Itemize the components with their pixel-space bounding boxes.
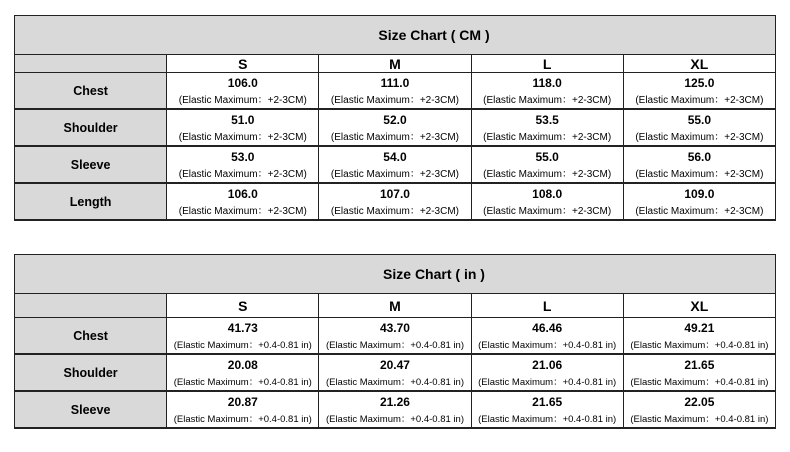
elastic-note: (Elastic Maximum：+2-3CM)	[471, 204, 623, 220]
elastic-note: (Elastic Maximum：+0.4-0.81 in)	[623, 338, 775, 354]
measurement-value: 54.0	[319, 146, 471, 167]
measurement-value: 43.70	[319, 318, 471, 339]
size-header-m: M	[319, 55, 471, 73]
elastic-note: (Elastic Maximum：+0.4-0.81 in)	[319, 412, 471, 428]
elastic-note: (Elastic Maximum：+0.4-0.81 in)	[167, 338, 319, 354]
chart-title	[15, 255, 776, 294]
measurement-value: 21.65	[623, 354, 775, 375]
measurement-value: 125.0	[623, 73, 775, 94]
measurement-value: 41.73	[167, 318, 319, 339]
elastic-note: (Elastic Maximum：+0.4-0.81 in)	[319, 375, 471, 391]
measurement-value: 22.05	[623, 391, 775, 412]
measurement-value: 106.0	[167, 73, 319, 94]
measurement-value: 20.87	[167, 391, 319, 412]
elastic-note: (Elastic Maximum：+0.4-0.81 in)	[167, 412, 319, 428]
measurement-value: 46.46	[471, 318, 623, 339]
row-label-sleeve: Sleeve	[15, 391, 167, 428]
size-header-m: M	[319, 294, 471, 318]
measurement-value: 108.0	[471, 183, 623, 204]
elastic-note: (Elastic Maximum：+2-3CM)	[623, 93, 775, 109]
row-label-chest: Chest	[15, 73, 167, 110]
row-label-length: Length	[15, 183, 167, 220]
header-corner	[15, 55, 167, 73]
elastic-note: (Elastic Maximum：+2-3CM)	[319, 167, 471, 183]
chart-title-text: Size Chart ( CM )	[378, 27, 490, 43]
elastic-note: (Elastic Maximum：+2-3CM)	[167, 204, 319, 220]
row-label-shoulder: Shoulder	[15, 109, 167, 146]
measurement-value: 21.26	[319, 391, 471, 412]
elastic-note: (Elastic Maximum：+2-3CM)	[471, 167, 623, 183]
elastic-note: (Elastic Maximum：+2-3CM)	[167, 167, 319, 183]
size-header-s: S	[167, 55, 319, 73]
size-header-xl: XL	[623, 294, 775, 318]
measurement-value: 49.21	[623, 318, 775, 339]
elastic-note: (Elastic Maximum：+2-3CM)	[167, 93, 319, 109]
measurement-value: 21.65	[471, 391, 623, 412]
size-header-l: L	[471, 55, 623, 73]
measurement-value: 56.0	[623, 146, 775, 167]
measurement-value: 107.0	[319, 183, 471, 204]
elastic-note: (Elastic Maximum：+2-3CM)	[319, 130, 471, 146]
size-chart-in	[14, 254, 776, 429]
elastic-note: (Elastic Maximum：+0.4-0.81 in)	[471, 375, 623, 391]
elastic-note: (Elastic Maximum：+2-3CM)	[623, 204, 775, 220]
size-chart-cm	[14, 15, 776, 221]
row-label-shoulder: Shoulder	[15, 354, 167, 391]
chart-title-text: Size Chart ( in )	[383, 266, 485, 282]
measurement-value: 20.08	[167, 354, 319, 375]
elastic-note: (Elastic Maximum：+2-3CM)	[623, 167, 775, 183]
size-header-s: S	[167, 294, 319, 318]
elastic-note: (Elastic Maximum：+0.4-0.81 in)	[319, 338, 471, 354]
measurement-value: 20.47	[319, 354, 471, 375]
measurement-value: 118.0	[471, 73, 623, 94]
size-header-l: L	[471, 294, 623, 318]
row-label-sleeve: Sleeve	[15, 146, 167, 183]
elastic-note: (Elastic Maximum：+0.4-0.81 in)	[167, 375, 319, 391]
measurement-value: 53.0	[167, 146, 319, 167]
elastic-note: (Elastic Maximum：+2-3CM)	[319, 204, 471, 220]
chart-title	[15, 16, 776, 55]
measurement-value: 53.5	[471, 109, 623, 130]
elastic-note: (Elastic Maximum：+2-3CM)	[623, 130, 775, 146]
measurement-value: 55.0	[471, 146, 623, 167]
elastic-note: (Elastic Maximum：+0.4-0.81 in)	[623, 412, 775, 428]
size-header-xl: XL	[623, 55, 775, 73]
measurement-value: 52.0	[319, 109, 471, 130]
elastic-note: (Elastic Maximum：+2-3CM)	[471, 130, 623, 146]
measurement-value: 51.0	[167, 109, 319, 130]
elastic-note: (Elastic Maximum：+0.4-0.81 in)	[471, 412, 623, 428]
measurement-value: 111.0	[319, 73, 471, 94]
row-label-chest: Chest	[15, 318, 167, 355]
measurement-value: 106.0	[167, 183, 319, 204]
elastic-note: (Elastic Maximum：+0.4-0.81 in)	[623, 375, 775, 391]
elastic-note: (Elastic Maximum：+2-3CM)	[319, 93, 471, 109]
measurement-value: 55.0	[623, 109, 775, 130]
header-corner	[15, 294, 167, 318]
elastic-note: (Elastic Maximum：+2-3CM)	[471, 93, 623, 109]
elastic-note: (Elastic Maximum：+2-3CM)	[167, 130, 319, 146]
measurement-value: 21.06	[471, 354, 623, 375]
elastic-note: (Elastic Maximum：+0.4-0.81 in)	[471, 338, 623, 354]
measurement-value: 109.0	[623, 183, 775, 204]
